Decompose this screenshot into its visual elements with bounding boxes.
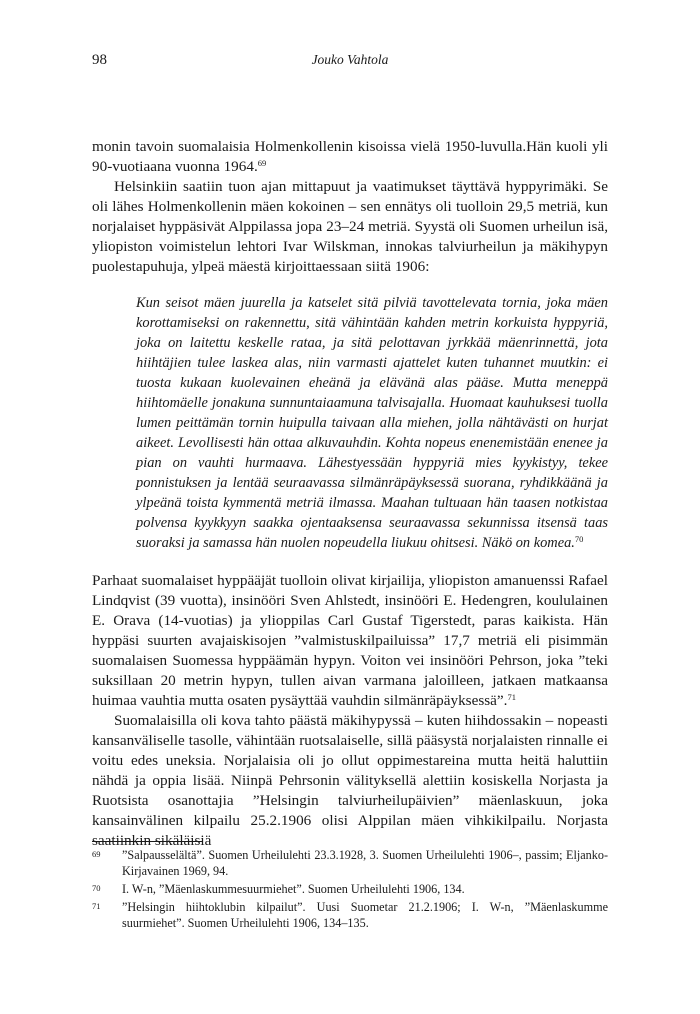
paragraph <box>92 137 608 177</box>
main-text <box>92 137 608 851</box>
paragraph-text: Suomalaisilla oli kova tahto päästä mäkihypyssä – kuten hiihdossakin – nopeasti kansanväliselle tasolle, vähintään ruotsalaiselle, sillä pääsystä norjalaisten rinnalle ei voitu edes uneksia. Norjalaisia oli jo ollut oppimestareina mutta heitä haluttiin nähdä ja oppia lisää. Niinpä Pehrsonin välityksellä alettiin kosiskella Norjasta ja Ruotsista osanottajia ”Helsingin talviurheilupäivien” mäenlaskuun, joka kansainvälinen kilpailu 25.2.1906 olisi Alppilan mäen vihkikilpailu. Norjasta saatiinkin sikäläisiä <box>92 712 608 849</box>
paragraph <box>92 571 608 711</box>
quote-text: Kun seisot mäen juurella ja katselet sitä pilviä tavottelevata tornia, joka mäen korottamiseksi on rakennettu, sitä vähintään kahden metrin korkuista hyppyriä, joka on laitettu keskelle rataa, ja sitä pelottavan jyrkkää mäenrinnettä, jota hiihtäjien tulee laskea alas, niin varmasti ajattelet kuten tuhannet muutkin: ei tuosta kukaan kuolevainen eheänä ja elävänä alas pääse. Muttа menеppä hiihtomäelle jonakuna sunnuntaiaamuna talvisajalla. Huomaat kauhuksesi tuolla lumen peittämän tornin huipulla taivaan alla miehen, jolla nähtävästi on hurjat aikeet. Levollisesti hän ottaa alkuvauhdin. Kohta nopeus enenemistään enenee ja pian on vauhti hurmaava. Lähestyessään hyppyriä mies kyykistyy, tekee ponnistuksen ja lentää seuraavassa silmänräpäyksessä suorana, ryhdikkäänä ja ylpeänä toista kymmentä metriä ilmassa. Maahan tultuaan hän taasen notkistaa polvensa kyykkyyn saakka ojentaaksensa seuraavassa sekunnissa itsensä taas suoraksi ja samassa hän nuolen nopeudella liukuu ohitsesi. Näkö on komea. <box>136 295 608 551</box>
footnote-ref[interactable]: 70 <box>574 534 584 544</box>
footnote <box>92 881 608 897</box>
page-number: 98 <box>92 52 107 68</box>
footnote-number: 70 <box>92 883 101 893</box>
page-header <box>92 52 608 72</box>
paragraph-text: Helsinkiin saatiin tuon ajan mittapuut ja vaatimukset täyttävä hyppyrimäki. Se oli lähes Holmenkollenin mäen kokoinen – sen ennätys oli tuolloin 29,5 metriä, kun norjalaiset hyppäsivät Alppilassa jopa 23–24 metriä. Syystä oli Suomen urheilun isä, yliopiston voimistelun lehtori Ivar Wilskman, innokas talviurheilun ja mäkihypyn puolestapuhuja, ylpeä mäestä kirjoittaessaan siitä 1906: <box>92 178 608 275</box>
footnote-number: 71 <box>92 901 101 911</box>
paragraph <box>92 177 608 277</box>
footnote-ref[interactable]: 69 <box>257 158 267 168</box>
footnote <box>92 899 608 931</box>
footnote-text: ”Helsingin hiihtoklubin kilpailut”. Uusi Suometar 21.2.1906; I. W-n, ”Mäenlaskumme suurmiehet”. Suomen Urheilulehti 1906, 134–135. <box>122 900 608 930</box>
paragraph-text: monin tavoin suomalaisia Holmenkollenin kisoissa vielä 1950-luvulla.Hän kuoli yli 90-vuotiaana vuonna 1964. <box>92 138 608 175</box>
footnote-text: I. W-n, ”Mäenlaskummesuurmiehet”. Suomen Urheilulehti 1906, 134. <box>122 882 465 896</box>
footnotes <box>92 841 608 933</box>
footnote <box>92 847 608 879</box>
block-quote <box>136 293 608 553</box>
running-head: Jouko Vahtola <box>311 52 389 67</box>
footnote-number: 69 <box>92 849 101 859</box>
footnote-divider <box>92 841 202 842</box>
paragraph-text: Parhaat suomalaiset hyppääjät tuolloin olivat kirjailija, yliopiston amanuenssi Rafael Lindqvist (39 vuotta), insinööri Sven Ahlstedt, insinööri E. Hedengren, koululainen E. Orava (14-vuotias) ja ylioppilas Carl Gustaf Tigerstedt, paras kaikista. Hän hyppäsi suurten avajaiskisojen ”valmistuskilpailuissa” 17,7 metriä eli pisimmän suomalaisen Suomessa hyppäämän hypyn. Voiton vei insinööri Pehrson, joka ”teki suksillaan 20 metrin hypyn, tullen aivan varmana jaloilleen, jatkaen matkaansa huimaa vauhtia mutta osaten pysäyttää vauhdin silmänräpäyksessä”. <box>92 572 608 709</box>
footnote-ref[interactable]: 71 <box>507 692 516 702</box>
paragraph <box>92 711 608 851</box>
footnote-text: ”Salpausselältä”. Suomen Urheilulehti 23.3.1928, 3. Suomen Urheilulehti 1906–, passim; Eljanko-Kirjavainen 1969, 94. <box>122 848 608 878</box>
